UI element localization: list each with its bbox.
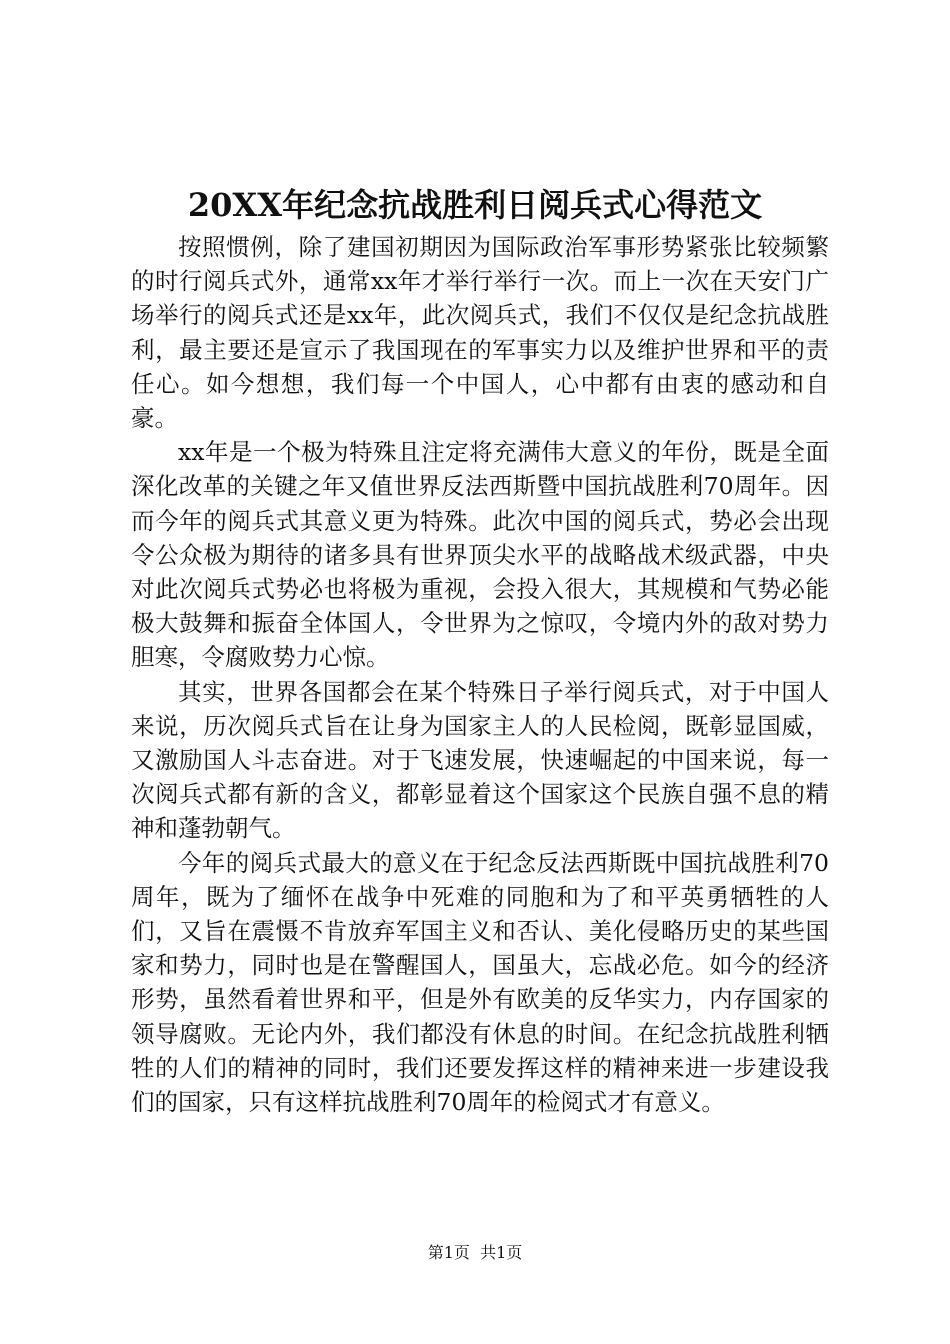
document-body (131, 230, 829, 1119)
page-total: 共1页 (480, 1243, 523, 1262)
paragraph-4: 今年的阅兵式最大的意义在于纪念反法西斯既中国抗战胜利70周年，既为了缅怀在战争中死难的同胞和为了和平英勇牺牲的人们，又旨在震慑不肯放弃军国主义和否认、美化侵略历史的某些国家和势力，同时也是在警醒国人，国虽大，忘战必危。如今的经济形势，虽然看着世界和平，但是外有欧美的反华实力，内存国家的领导腐败。无论内外，我们都没有休息的时间。在纪念抗战胜利牺牲的人们的精神的同时，我们还要发挥这样的精神来进一步建设我们的国家，只有这样抗战胜利70周年的检阅式才有意义。 (131, 848, 829, 1117)
document-title: 20XX年纪念抗战胜利日阅兵式心得范文 (187, 186, 763, 224)
page-footer (0, 1242, 950, 1264)
paragraph-1: 按照惯例，除了建国初期因为国际政治军事形势紧张比较频繁的时行阅兵式外，通常xx年才举行举行一次。而上一次在天安门广场举行的阅兵式还是xx年，此次阅兵式，我们不仅仅是纪念抗战胜利，最主要还是宣示了我国现在的军事实力以及维护世界和平的责任心。如今想想，我们每一个中国人，心中都有由衷的感动和自豪。 (131, 233, 829, 433)
page-number: 第1页 (427, 1243, 470, 1262)
paragraph-3: 其实，世界各国都会在某个特殊日子举行阅兵式，对于中国人来说，历次阅兵式旨在让身为国家主人的人民检阅，既彰显国威，又激励国人斗志奋进。对于飞速发展，快速崛起的中国来说，每一次阅兵式都有新的含义，都彰显着这个国家这个民族自强不息的精神和蓬勃朝气。 (131, 677, 829, 843)
paragraph-2: xx年是一个极为特殊且注定将充满伟大意义的年份，既是全面深化改革的关键之年又值世界反法西斯暨中国抗战胜利70周年。因而今年的阅兵式其意义更为特殊。此次中国的阅兵式，势必会出现令公众极为期待的诸多具有世界顶尖水平的战略战术级武器，中央对此次阅兵式势必也将极为重视，会投入很大，其规模和气势必能极大鼓舞和振奋全体国人，令世界为之惊叹，令境内外的敌对势力胆寒，令腐败势力心惊。 (131, 438, 829, 672)
